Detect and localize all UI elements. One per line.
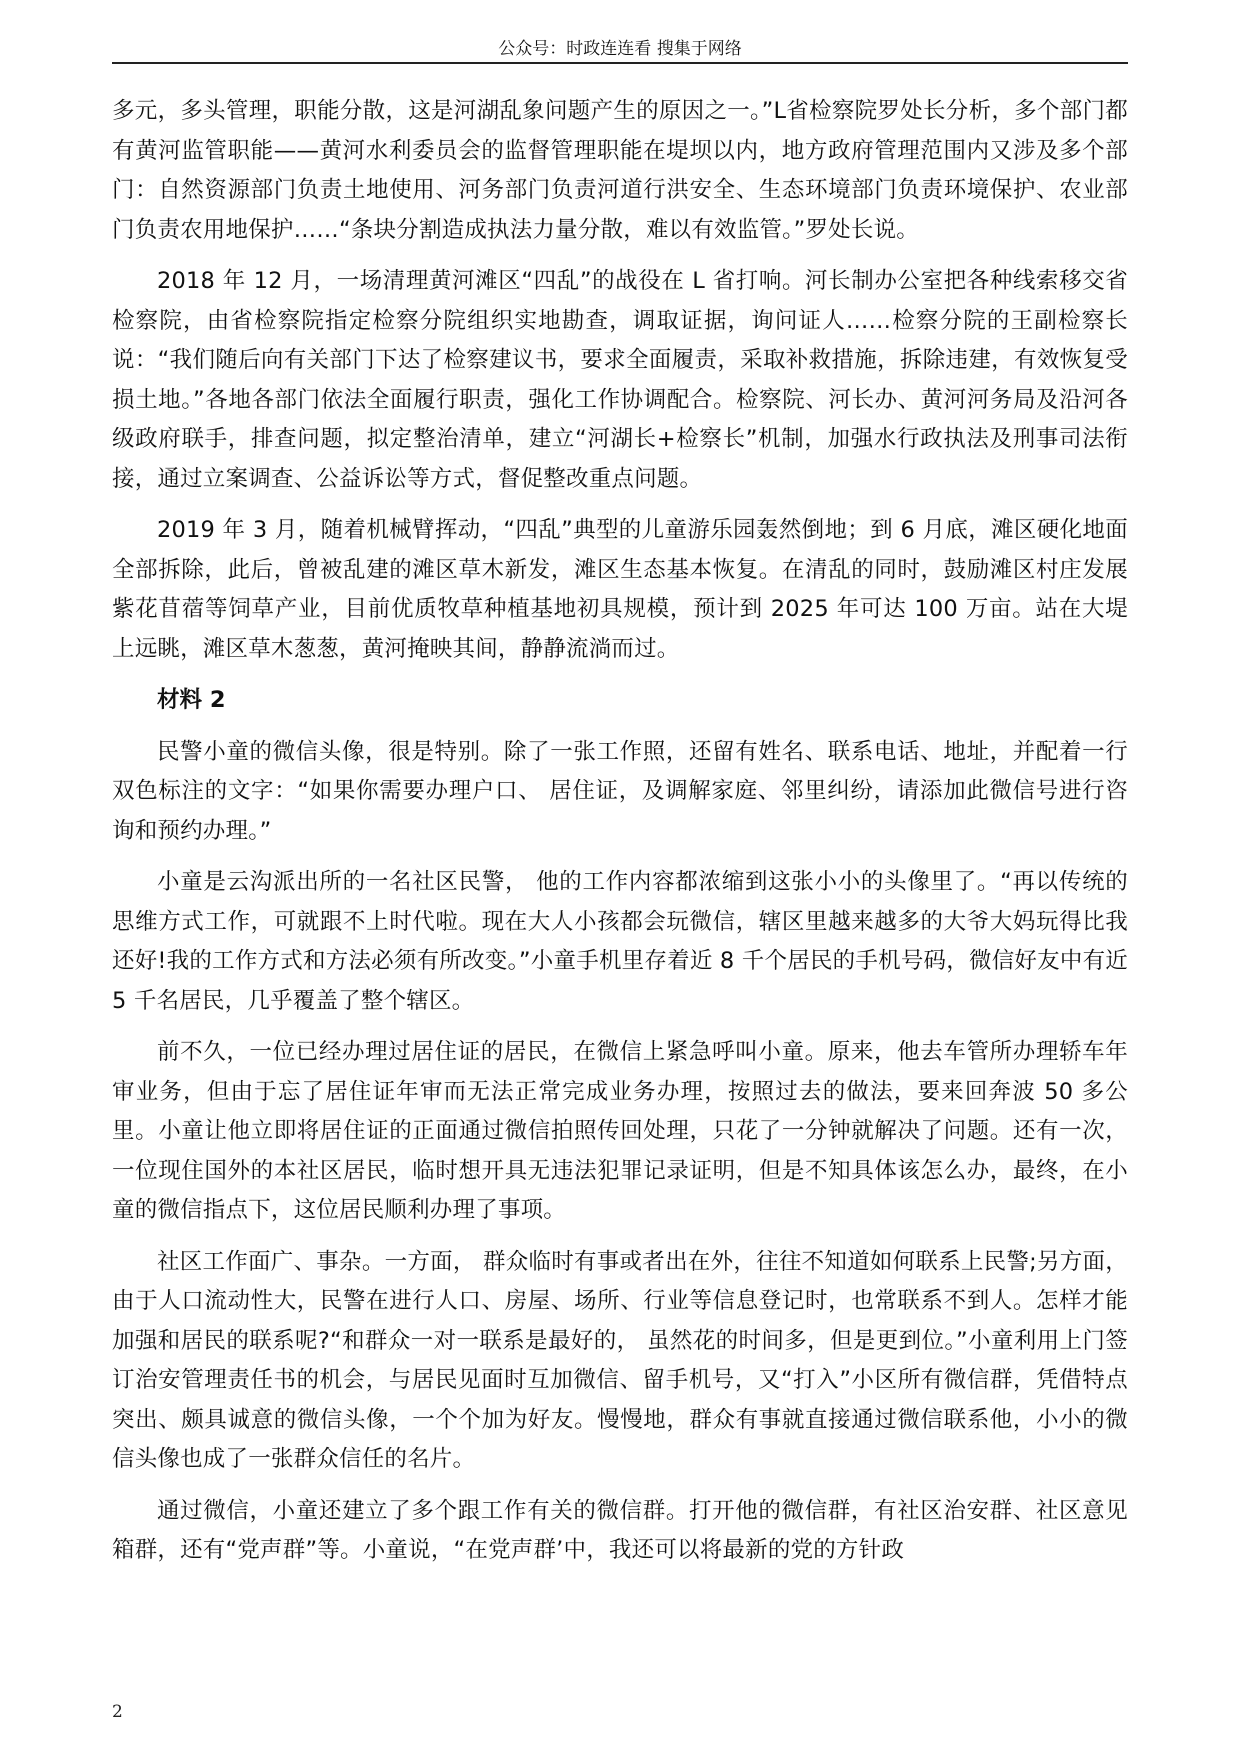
paragraph: 民警小童的微信头像，很是特别。除了一张工作照，还留有姓名、联系电话、地址，并配着一行双色标注的文字：“如果你需要办理户口、 居住证，及调解家庭、邻里纠纷，请添加此微信号进行咨询和预约办理。” — [112, 738, 1128, 844]
paragraph: 社区工作面广、事杂。一方面， 群众临时有事或者出在外，往往不知道如何联系上民警;另方面，由于人口流动性大，民警在进行人口、房屋、场所、行业等信息登记时，也常联系不到人。怎样才能加强和居民的联系呢?“和群众一对一联系是最好的， 虽然花的时间多，但是更到位。”小童利用上门签订治安管理责任书的机会，与居民见面时互加微信、留手机号，又“打入”小区所有微信群，凭借特点突出、颇具诚意的微信头像，一个个加为好友。慢慢地，群众有事就直接通过微信联系他，小小的微信头像也成了一张群众信任的名片。 — [112, 1248, 1128, 1472]
paragraph: 2019 年 3 月，随着机械臂挥动，“四乱”典型的儿童游乐园轰然倒地；到 6 月底，滩区硬化地面全部拆除，此后，曾被乱建的滩区草木新发，滩区生态基本恢复。在清乱的同时，鼓励滩区村庄发展紫花苜蓿等饲草产业，目前优质牧草种植基地初具规模，预计到 2025 年可达 100 万亩。站在大堤上远眺，滩区草木葱葱，黄河掩映其间，静静流淌而过。 — [112, 517, 1128, 662]
paragraph: 2018 年 12 月，一场清理黄河滩区“四乱”的战役在 L 省打响。河长制办公室把各种线索移交省检察院，由省检察院指定检察分院组织实地勘查，调取证据，询问证人……检察分院的王副检察长说：“我们随后向有关部门下达了检察建议书，要求全面履责，采取补救措施，拆除违建，有效恢复受损土地。”各地各部门依法全面履行职责，强化工作协调配合。检察院、河长办、黄河河务局及沿河各级政府联手，排查问题，拟定整治清单，建立“河湖长+检察长”机制，加强水行政执法及刑事司法衔接，通过立案调查、公益诉讼等方式，督促整改重点问题。 — [112, 268, 1128, 492]
document-body — [112, 92, 1128, 1583]
page-number: 2 — [112, 1702, 123, 1722]
paragraph: 前不久，一位已经办理过居住证的居民，在微信上紧急呼叫小童。原来，他去车管所办理轿车年审业务，但由于忘了居住证年审而无法正常完成业务办理，按照过去的做法，要来回奔波 50 多公里。小童让他立即将居住证的正面通过微信拍照传回处理，只花了一分钟就解决了问题。还有一次，一位现住国外的本社区居民，临时想开具无违法犯罪记录证明，但是不知具体该怎么办，最终，在小童的微信指点下，这位居民顺利办理了事项。 — [112, 1039, 1128, 1223]
paragraph: 多元，多头管理，职能分散，这是河湖乱象问题产生的原因之一。”L省检察院罗处长分析，多个部门都有黄河监管职能——黄河水利委员会的监督管理职能在堤坝以内，地方政府管理范围内又涉及多个部门：自然资源部门负责土地使用、河务部门负责河道行洪安全、生态环境部门负责环境保护、农业部门负责农用地保护……“条块分割造成执法力量分散，难以有效监管。”罗处长说。 — [112, 98, 1128, 243]
paragraph: 小童是云沟派出所的一名社区民警， 他的工作内容都浓缩到这张小小的头像里了。“再以传统的思维方式工作，可就跟不上时代啦。现在大人小孩都会玩微信，辖区里越来越多的大爷大妈玩得比我还好!我的工作方式和方法必须有所改变。”小童手机里存着近 8 千个居民的手机号码，微信好友中有近 5 千名居民，几乎覆盖了整个辖区。 — [112, 869, 1128, 1014]
paragraph: 通过微信，小童还建立了多个跟工作有关的微信群。打开他的微信群，有社区治安群、社区意见箱群，还有“党声群”等。小童说，“在党声群’中，我还可以将最新的党的方针政 — [112, 1497, 1128, 1563]
page-header: 公众号：时政连连看 搜集于网络 — [498, 39, 742, 59]
section-heading: 材料 2 — [157, 687, 226, 713]
header-divider — [112, 62, 1128, 64]
